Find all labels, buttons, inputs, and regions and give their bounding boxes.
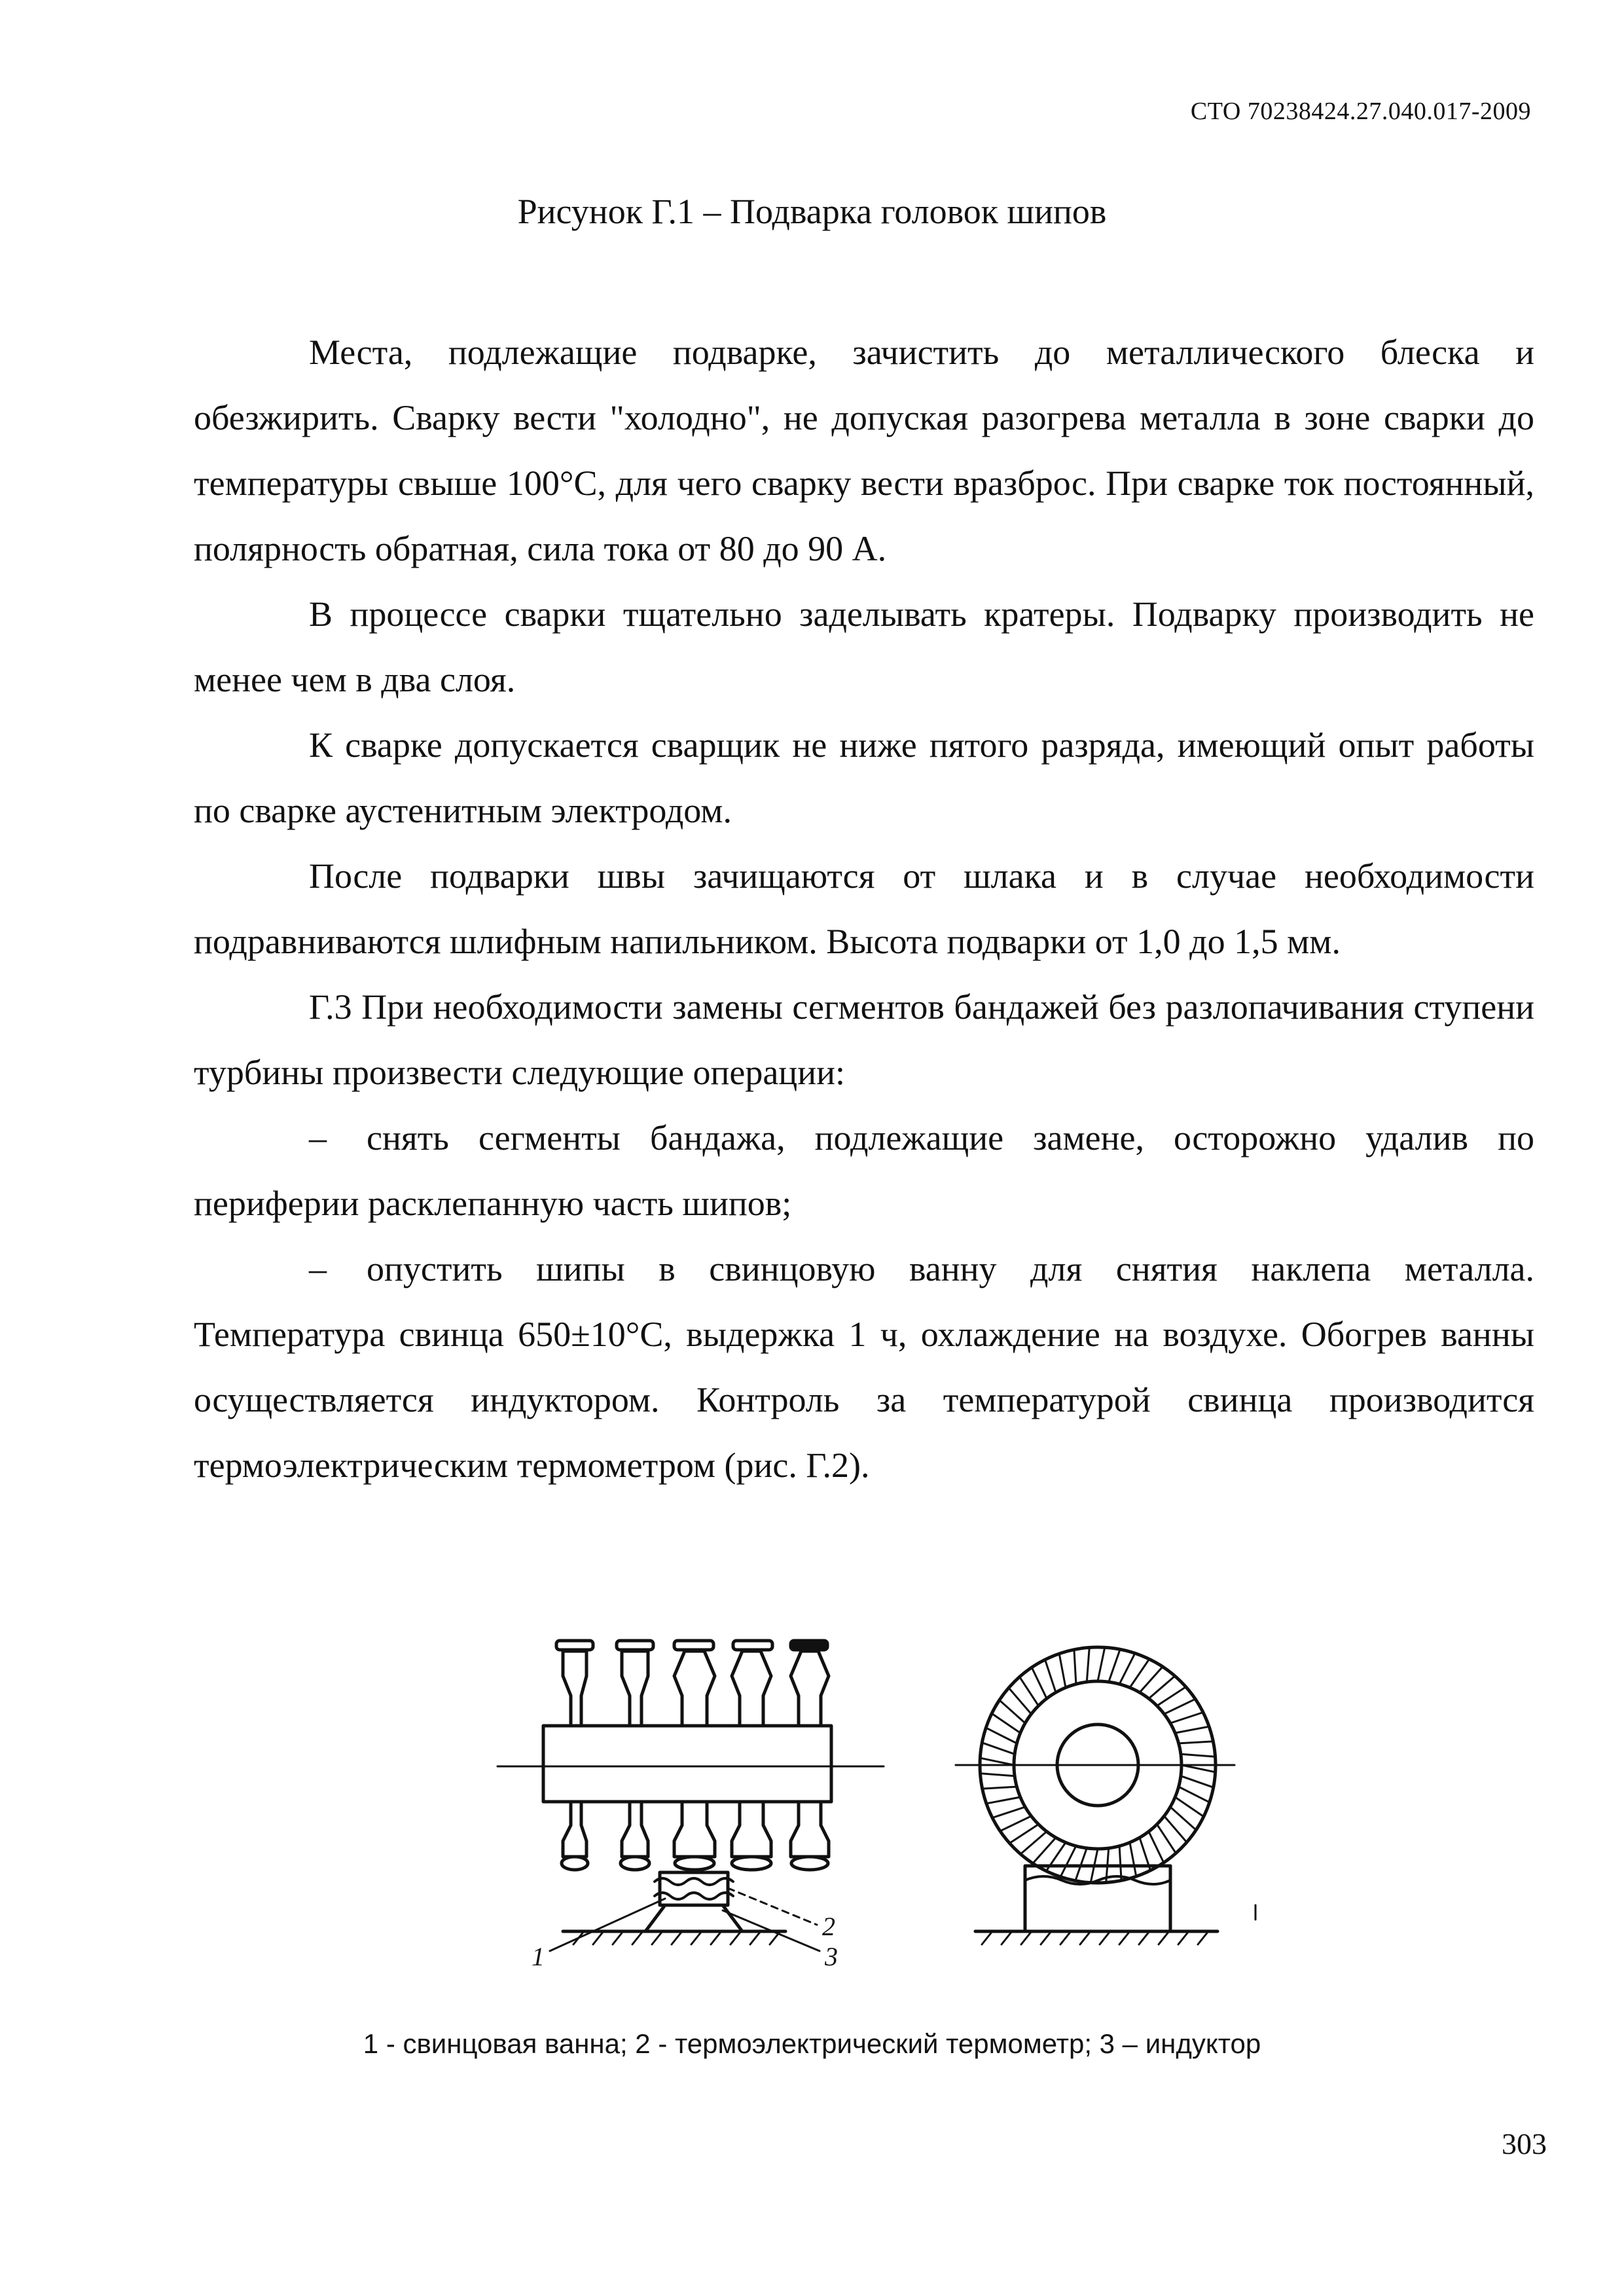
disc-blade-line: [982, 1743, 1015, 1754]
paragraph-5: Г.3 При необходимости замены сегментов бандажей без разлопачивания ступени турбины произвести следующие операции:: [194, 987, 1534, 1092]
disc-blade-line: [1000, 1816, 1032, 1831]
disc-blade-line: [1098, 1647, 1105, 1681]
disc-blade-line: [1074, 1650, 1076, 1685]
figure-caption-g1: Рисунок Г.1 – Подварка головок шипов: [517, 192, 1107, 231]
disc-blade-line: [986, 1728, 1017, 1743]
disc-blade-line: [1182, 1765, 1216, 1772]
figure-legend: 1 - свинцовая ванна; 2 - термоэлектрический термометр; 3 – индуктор: [363, 2028, 1261, 2059]
disc-blade-line: [1181, 1776, 1214, 1787]
disc-blade-line: [1020, 1677, 1039, 1705]
bullet-dash: –: [309, 1118, 327, 1157]
paragraph-3: К сварке допускается сварщик не ниже пятого разряда, имеющий опыт работы по сварке аустенитным электродом.: [194, 725, 1534, 830]
disc-blade-line: [1130, 1659, 1149, 1688]
disc-blade-line: [1060, 1846, 1076, 1877]
disc-blade-line: [1179, 1787, 1210, 1802]
disc-blade-line: [992, 1713, 1020, 1733]
bullet-text: опустить шипы в свинцовую ванну для снятия наклепа металла. Температура свинца 650±10°С, выдержка 1 ч, охлаждение на воздухе. Обогрев ванны осуществляется индуктором. Контроль за температурой свинца производится термоэлектрическим термометром (рис. Г.2).: [194, 1249, 1534, 1485]
disc-blade-line: [1032, 1667, 1047, 1699]
disc-blade-line: [986, 1797, 1020, 1804]
callout-1: 1: [532, 1942, 545, 1971]
disc-blade-line: [1009, 1825, 1038, 1844]
disc-blade-line: [1157, 1687, 1186, 1706]
disc-blade-line: [1119, 1653, 1135, 1684]
disc-blade-line: [1170, 1713, 1203, 1723]
lead-bath-assembly: [550, 1872, 820, 1951]
callout-2: 2: [822, 1912, 835, 1941]
bullet-item-1: [194, 1105, 1534, 1236]
disc-blade-line: [1164, 1699, 1196, 1714]
disc-blade-line: [1020, 1832, 1047, 1854]
figure-g2-drawing: [458, 1617, 1309, 1984]
blade-row-side-view: [497, 1641, 884, 1870]
page-number: 303: [1502, 2127, 1547, 2160]
disc-blade-line: [1157, 1825, 1176, 1853]
disc-blade-line: [1130, 1842, 1136, 1876]
disc-blade-line: [1179, 1741, 1214, 1743]
disc-blade-line: [1175, 1726, 1209, 1733]
disc-blade-line: [983, 1787, 1017, 1789]
disc-blade-line: [1109, 1649, 1120, 1682]
disc-blade-line: [1009, 1688, 1031, 1714]
disc-blade-line: [1164, 1816, 1187, 1842]
disc-blade-line: [1059, 1654, 1066, 1688]
paragraph-1: Места, подлежащие подварке, зачистить до металлического блеска и обезжирить. Сварку вести "холодно", не допуская разогрева металла в зоне сварки до температуры свыше 100°С, для чего сварку вести вразброс. При сварке ток постоянный, полярность обратная, сила тока от 80 до 90 А.: [194, 333, 1534, 568]
body-text: [194, 319, 1534, 1498]
bullet-dash: –: [309, 1249, 327, 1288]
disc-front-view: [956, 1647, 1255, 1944]
disc-blade-line: [1149, 1676, 1175, 1698]
paragraph-2: В процессе сварки тщательно заделывать кратеры. Подварку производить не менее чем в два слоя.: [194, 594, 1534, 699]
disc-blade-line: [980, 1758, 1014, 1765]
paragraph-4: После подварки швы зачищаются от шлака и в случае необходимости подравниваются шлифным напильником. Высота подварки от 1,0 до 1,5 мм.: [194, 856, 1534, 961]
bullet-text: снять сегменты бандажа, подлежащие замене, осторожно удалив по периферии расклепанную часть шипов;: [194, 1118, 1534, 1223]
callout-3: 3: [825, 1942, 838, 1971]
technical-drawing: [458, 1617, 1309, 1984]
disc-blade-line: [980, 1774, 1015, 1776]
disc-blade-line: [992, 1807, 1025, 1817]
disc-blade-line: [1149, 1832, 1164, 1863]
disc-blade-line: [1045, 1660, 1056, 1692]
bullet-item-2: [194, 1236, 1534, 1498]
disc-blade-line: [1087, 1647, 1089, 1682]
document-code-header: СТО 70238424.27.040.017-2009: [1190, 98, 1531, 125]
disc-blade-line: [1175, 1797, 1204, 1817]
disc-blade-line: [1181, 1754, 1216, 1757]
